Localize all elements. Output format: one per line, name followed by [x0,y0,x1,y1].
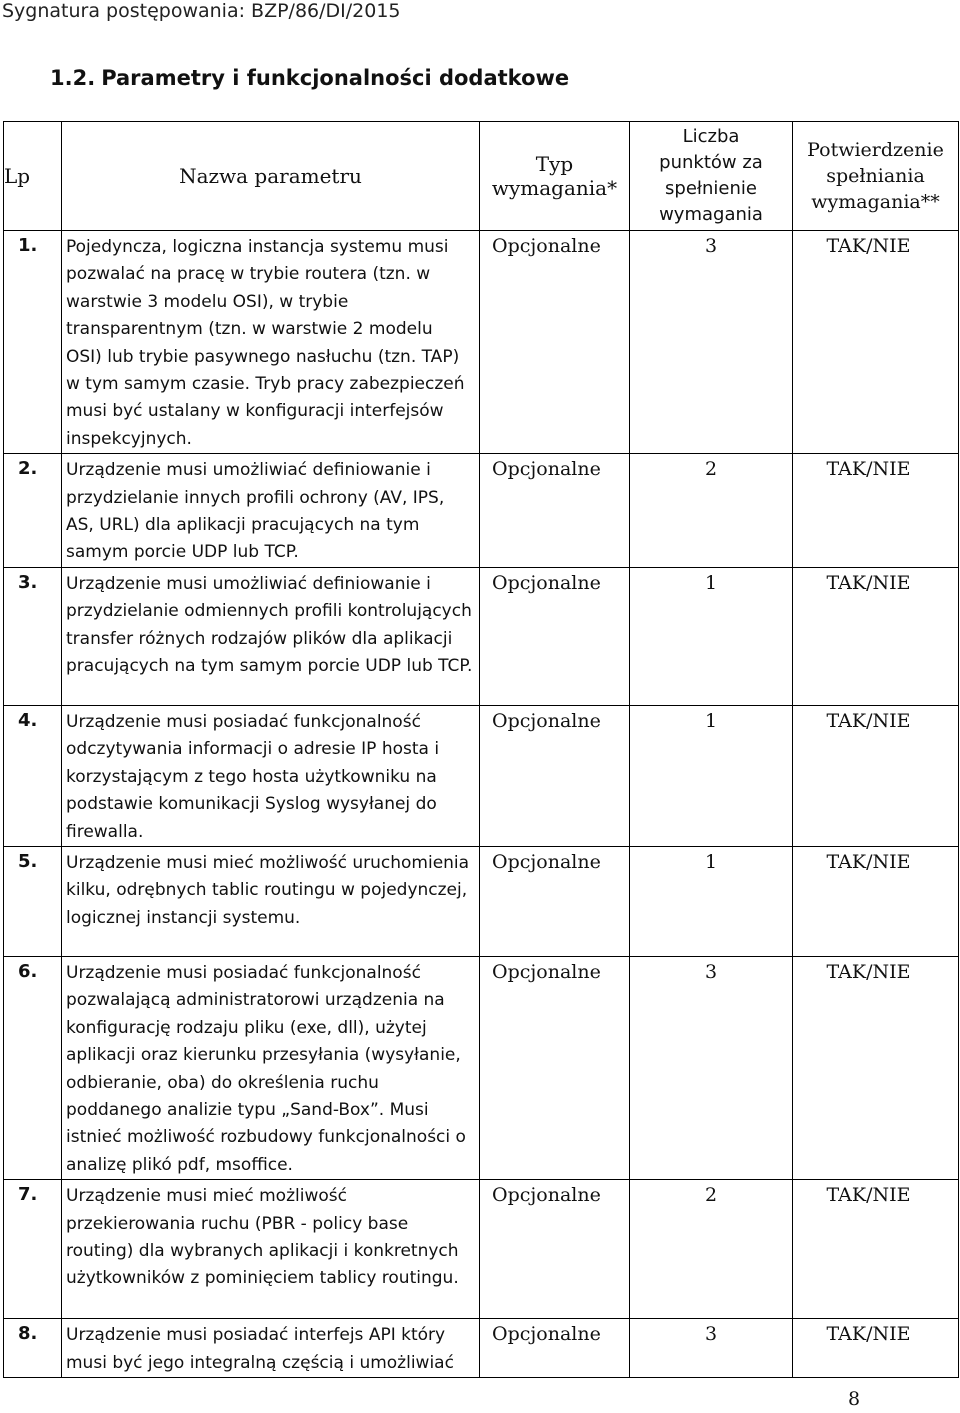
row-lp: 1. [4,231,62,454]
row-points: 2 [630,454,793,568]
table-row [4,454,959,568]
table-row [4,1180,959,1319]
row-typ: Opcjonalne [480,454,630,568]
row-name: Urządzenie musi posiadać funkcjonalność pozwalającą administratorowi urządzenia na konfigurację rodzaju pliku (exe, dll), użytej aplikacji oraz kierunku przesyłania (wysyłanie, odbieranie, oba) do określenia ruchu poddanego analizie typu „Sand-Box”. Musi istnieć możliwość rozbudowy funkcjonalności o analizę plikó pdf, msoffice. [62,956,480,1179]
row-points: 3 [630,956,793,1179]
row-points: 1 [630,567,793,705]
row-points: 2 [630,1180,793,1319]
row-points: 3 [630,231,793,454]
table-row [4,846,959,956]
table-row [4,705,959,846]
page-number: 8 [848,1388,861,1410]
row-name: Urządzenie musi umożliwiać definiowanie i przydzielanie odmiennych profili kontrolujących transfer różnych rodzajów plików dla aplikacji pracujących na tym samym porcie UDP lub TCP. [62,567,480,705]
section-heading [50,66,569,90]
row-typ: Opcjonalne [480,846,630,956]
row-points: 1 [630,705,793,846]
row-lp: 3. [4,567,62,705]
row-points: 3 [630,1319,793,1378]
table-row [4,567,959,705]
row-confirm: TAK/NIE [793,956,959,1179]
row-name: Urządzenie musi posiadać funkcjonalność odczytywania informacji o adresie IP hosta i korzystającym z tego hosta użytkowniku na podstawie komunikacji Syslog wysyłanej do firewalla. [62,705,480,846]
row-lp: 4. [4,705,62,846]
row-confirm: TAK/NIE [793,567,959,705]
row-typ: Opcjonalne [480,956,630,1179]
row-typ: Opcjonalne [480,1180,630,1319]
header-typ-line1: Typ [535,152,574,176]
table-header-row [4,122,959,231]
document-signature: Sygnatura postępowania: BZP/86/DI/2015 [2,0,401,22]
section-title: Parametry i funkcjonalności dodatkowe [101,66,570,90]
row-confirm: TAK/NIE [793,846,959,956]
row-typ: Opcjonalne [480,705,630,846]
header-confirm-line1: Potwierdzenie [807,139,944,161]
section-number: 1.2. [50,66,96,90]
row-lp: 5. [4,846,62,956]
row-confirm: TAK/NIE [793,1319,959,1378]
header-lp: Lp [4,122,62,231]
header-typ-line2: wymagania* [491,176,618,200]
row-confirm: TAK/NIE [793,454,959,568]
table-row [4,1319,959,1378]
row-typ: Opcjonalne [480,567,630,705]
row-name: Urządzenie musi posiadać interfejs API który musi być jego integralną częścią i umożliwiać [62,1319,480,1378]
parameters-table [3,121,959,1378]
header-points-line3: spełnienie [665,178,757,199]
header-points [630,122,793,231]
row-lp: 6. [4,956,62,1179]
header-typ [480,122,630,231]
row-lp: 2. [4,454,62,568]
row-confirm: TAK/NIE [793,1180,959,1319]
row-points: 1 [630,846,793,956]
table-row [4,956,959,1179]
header-confirm [793,122,959,231]
row-name: Urządzenie musi umożliwiać definiowanie i przydzielanie innych profili ochrony (AV, IPS, AS, URL) dla aplikacji pracujących na tym samym porcie UDP lub TCP. [62,454,480,568]
row-typ: Opcjonalne [480,1319,630,1378]
header-name: Nazwa parametru [62,122,480,231]
table-row [4,231,959,454]
header-points-line4: wymagania [659,204,763,225]
row-lp: 7. [4,1180,62,1319]
row-typ: Opcjonalne [480,231,630,454]
header-points-line2: punktów za [659,152,763,173]
header-confirm-line2: spełniania [826,165,925,187]
header-points-line1: Liczba [682,126,740,147]
header-confirm-line3: wymagania** [811,191,940,213]
row-confirm: TAK/NIE [793,705,959,846]
row-confirm: TAK/NIE [793,231,959,454]
row-name: Urządzenie musi mieć możliwość uruchomienia kilku, odrębnych tablic routingu w pojedynczej, logicznej instancji systemu. [62,846,480,956]
row-lp: 8. [4,1319,62,1378]
row-name: Pojedyncza, logiczna instancja systemu musi pozwalać na pracę w trybie routera (tzn. w warstwie 3 modelu OSI), w trybie transparentnym (tzn. w warstwie 2 modelu OSI) lub trybie pasywnego nasłuchu (tzn. TAP) w tym samym czasie. Tryb pracy zabezpieczeń musi być ustalany w konfiguracji interfejsów inspekcyjnych. [62,231,480,454]
row-name: Urządzenie musi mieć możliwość przekierowania ruchu (PBR - policy base routing) dla wybranych aplikacji i konkretnych użytkowników z pominięciem tablicy routingu. [62,1180,480,1319]
